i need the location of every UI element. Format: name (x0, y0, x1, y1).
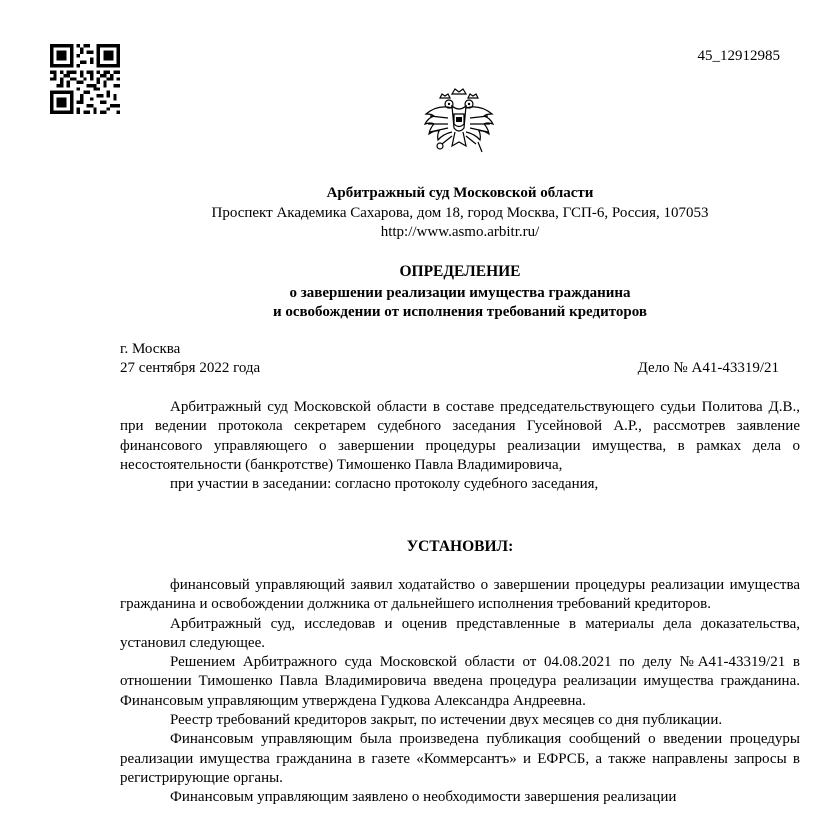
intro-paragraph: Арбитражный суд Московской области в составе председательствующего судьи Политова Д.В., при ведении протокола секретарем судебного заседания Гусейновой А.Р., рассмотрев заявление финансового управляющего о завершении процедуры реализации имущества, в рамках дела о несостоятельности (банкротстве) Тимошенко Павла Владимировича, (120, 399, 800, 473)
case-number: Дело № А41-43319/21 (637, 360, 779, 376)
section-heading: УСТАНОВИЛ: (406, 538, 514, 555)
findings-section (120, 576, 800, 808)
findings-paragraph: Арбитражный суд, исследовав и оценив представленные в материалы дела доказательства, установил следующее. (120, 615, 800, 651)
qr-code (50, 44, 120, 114)
findings-paragraph: Финансовым управляющим была произведена публикация сообщений о введении процедуры реализации имущества гражданина в газете «Коммерсантъ» и ЕФРСБ, а также направлены запросы в регистрирующие органы. (120, 731, 800, 786)
document-type-title: ОПРЕДЕЛЕНИЕ (399, 263, 521, 280)
document-city: г. Москва (120, 341, 181, 357)
document-subject-line-1: о завершении реализации имущества гражданина (289, 285, 631, 301)
findings-paragraph: Финансовым управляющим заявлено о необходимости завершения реализации (170, 789, 677, 806)
court-name: Арбитражный суд Московской области (326, 185, 594, 201)
intro-section (120, 398, 800, 494)
court-website: http://www.asmo.arbitr.ru/ (380, 224, 540, 240)
findings-paragraph: Решением Арбитражного суда Московской области от 04.08.2021 по делу №А41-43319/21 в отношении Тимошенко Павла Владимировича введена процедура реализации имущества гражданина. Финансовым управляющим утверждена Гудкова Александра Андреевна. (120, 654, 800, 709)
findings-paragraph: Реестр требований кредиторов закрыт, по истечении двух месяцев со дня публикации. (170, 712, 723, 729)
document-number: 45_12912985 (697, 48, 780, 64)
findings-paragraph: финансовый управляющий заявил ходатайство о завершении процедуры реализации имущества гражданина и освобождении должника от дальнейшего исполнения требований кредиторов. (120, 577, 800, 613)
document-subject-line-2: и освобождении от исполнения требований кредиторов (273, 304, 647, 320)
coat-of-arms-emblem (422, 86, 496, 162)
court-address: Проспект Академика Сахарова, дом 18, город Москва, ГСП-6, Россия, 107053 (211, 205, 709, 221)
document-date: 27 сентября 2022 года (120, 360, 261, 376)
intro-paragraph: при участии в заседании: согласно протоколу судебного заседания, (170, 476, 599, 493)
